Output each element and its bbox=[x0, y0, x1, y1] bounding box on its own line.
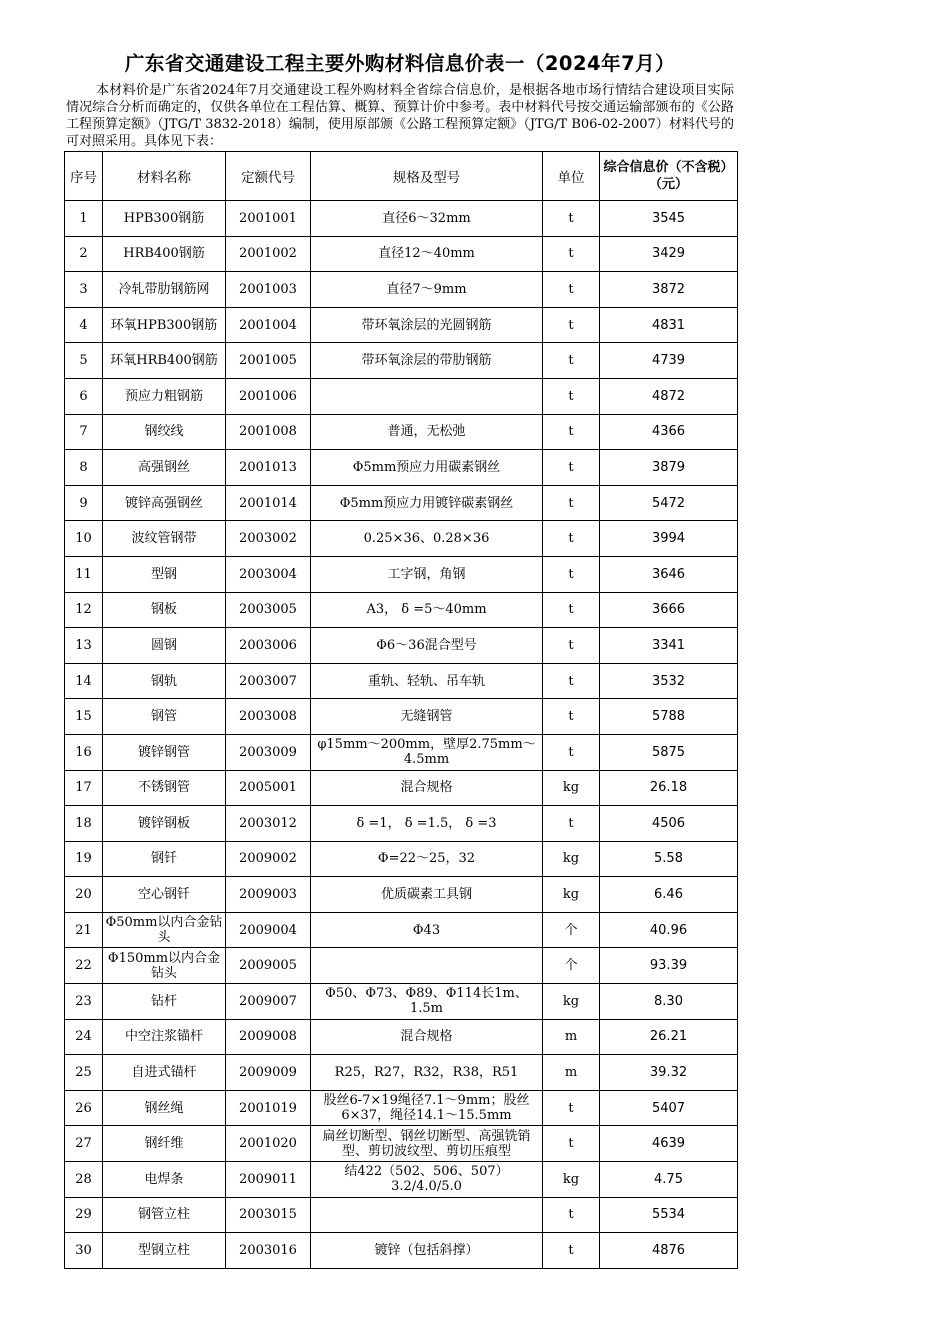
row-code: 2009005 bbox=[226, 948, 311, 984]
row-name: 钻杆 bbox=[103, 984, 226, 1020]
row-spec bbox=[311, 1197, 543, 1233]
row-code: 2001019 bbox=[226, 1090, 311, 1126]
row-no: 4 bbox=[65, 307, 103, 343]
row-name: 钢管立柱 bbox=[103, 1197, 226, 1233]
row-name: 中空注浆锚杆 bbox=[103, 1019, 226, 1055]
row-price: 4506 bbox=[600, 806, 738, 842]
row-unit: t bbox=[543, 485, 600, 521]
row-code: 2009003 bbox=[226, 877, 311, 913]
table-row bbox=[65, 450, 738, 486]
row-unit: 个 bbox=[543, 912, 600, 948]
row-no: 10 bbox=[65, 521, 103, 557]
row-spec: 混合规格 bbox=[311, 770, 543, 806]
row-unit: t bbox=[543, 556, 600, 592]
row-price: 8.30 bbox=[600, 984, 738, 1020]
row-name: 型钢立柱 bbox=[103, 1233, 226, 1269]
row-no: 7 bbox=[65, 414, 103, 450]
header-spec: 规格及型号 bbox=[311, 152, 543, 201]
header-name: 材料名称 bbox=[103, 152, 226, 201]
table-row bbox=[65, 236, 738, 272]
row-no: 26 bbox=[65, 1090, 103, 1126]
table-row bbox=[65, 201, 738, 237]
row-spec: 普通，无松弛 bbox=[311, 414, 543, 450]
row-name: 镀锌钢板 bbox=[103, 806, 226, 842]
row-name: 钢绞线 bbox=[103, 414, 226, 450]
table-row bbox=[65, 592, 738, 628]
row-code: 2003006 bbox=[226, 628, 311, 664]
row-spec: R25，R27，R32，R38，R51 bbox=[311, 1055, 543, 1091]
row-code: 2003016 bbox=[226, 1233, 311, 1269]
intro-paragraph: 本材料价是广东省2024年7月交通建设工程外购材料全省综合信息价，是根据各地市场行情结合建设项目实际情况综合分析而确定的，仅供各单位在工程估算、概算、预算计价中参考。表中材料代号按交通运输部颁布的《公路工程预算定额》（JTG/T 3832-2018）编制，使用原部颁《公路工程预算定额》（JTG/T B06-02-2007）材料代号的可对照采用。具体见下表： bbox=[66, 83, 734, 149]
row-no: 13 bbox=[65, 628, 103, 664]
table-row bbox=[65, 1090, 738, 1126]
header-price: 综合信息价（不含税）（元） bbox=[600, 152, 738, 201]
row-unit: kg bbox=[543, 770, 600, 806]
row-price: 5875 bbox=[600, 734, 738, 770]
row-unit: t bbox=[543, 272, 600, 308]
row-unit: t bbox=[543, 201, 600, 237]
row-unit: t bbox=[543, 628, 600, 664]
row-no: 8 bbox=[65, 450, 103, 486]
row-code: 2003007 bbox=[226, 663, 311, 699]
row-code: 2001008 bbox=[226, 414, 311, 450]
table-row bbox=[65, 307, 738, 343]
row-code: 2009011 bbox=[226, 1162, 311, 1198]
row-no: 23 bbox=[65, 984, 103, 1020]
row-unit: 个 bbox=[543, 948, 600, 984]
row-code: 2001020 bbox=[226, 1126, 311, 1162]
row-unit: kg bbox=[543, 877, 600, 913]
row-no: 5 bbox=[65, 343, 103, 379]
row-price: 93.39 bbox=[600, 948, 738, 984]
row-no: 3 bbox=[65, 272, 103, 308]
table-row bbox=[65, 1162, 738, 1198]
row-price: 3666 bbox=[600, 592, 738, 628]
table-row bbox=[65, 343, 738, 379]
row-name: 波纹管钢带 bbox=[103, 521, 226, 557]
table-row bbox=[65, 734, 738, 770]
row-price: 26.18 bbox=[600, 770, 738, 806]
row-code: 2001002 bbox=[226, 236, 311, 272]
row-price: 3646 bbox=[600, 556, 738, 592]
table-row bbox=[65, 272, 738, 308]
table-header-row bbox=[65, 152, 738, 201]
row-unit: m bbox=[543, 1019, 600, 1055]
table-row bbox=[65, 628, 738, 664]
row-code: 2003005 bbox=[226, 592, 311, 628]
row-unit: t bbox=[543, 450, 600, 486]
row-code: 2001003 bbox=[226, 272, 311, 308]
row-unit: t bbox=[543, 806, 600, 842]
row-price: 4831 bbox=[600, 307, 738, 343]
table-row bbox=[65, 485, 738, 521]
row-no: 24 bbox=[65, 1019, 103, 1055]
row-unit: t bbox=[543, 343, 600, 379]
price-table bbox=[64, 151, 738, 1269]
row-code: 2009002 bbox=[226, 841, 311, 877]
row-name: Φ50mm以内合金钻头 bbox=[103, 912, 226, 948]
table-row bbox=[65, 770, 738, 806]
row-spec: 带环氧涂层的带肋钢筋 bbox=[311, 343, 543, 379]
row-spec: Φ50、Φ73、Φ89、Φ114长1m、1.5m bbox=[311, 984, 543, 1020]
table-row bbox=[65, 556, 738, 592]
row-price: 3532 bbox=[600, 663, 738, 699]
row-price: 26.21 bbox=[600, 1019, 738, 1055]
row-price: 6.46 bbox=[600, 877, 738, 913]
row-no: 15 bbox=[65, 699, 103, 735]
table-row bbox=[65, 1019, 738, 1055]
row-name: HRB400钢筋 bbox=[103, 236, 226, 272]
table-row bbox=[65, 1233, 738, 1269]
row-spec: Φ5mm预应力用镀锌碳素钢丝 bbox=[311, 485, 543, 521]
row-no: 21 bbox=[65, 912, 103, 948]
row-price: 3994 bbox=[600, 521, 738, 557]
row-no: 25 bbox=[65, 1055, 103, 1091]
table-row bbox=[65, 841, 738, 877]
row-code: 2001004 bbox=[226, 307, 311, 343]
row-price: 4739 bbox=[600, 343, 738, 379]
row-name: 冷轧带肋钢筋网 bbox=[103, 272, 226, 308]
row-code: 2009007 bbox=[226, 984, 311, 1020]
row-no: 22 bbox=[65, 948, 103, 984]
row-unit: t bbox=[543, 236, 600, 272]
row-no: 20 bbox=[65, 877, 103, 913]
table-row bbox=[65, 912, 738, 948]
table-row bbox=[65, 1055, 738, 1091]
row-price: 4876 bbox=[600, 1233, 738, 1269]
row-spec: 镀锌（包括斜撑） bbox=[311, 1233, 543, 1269]
row-code: 2001013 bbox=[226, 450, 311, 486]
row-spec: 结422（502、506、507）3.2/4.0/5.0 bbox=[311, 1162, 543, 1198]
row-spec: 直径12～40mm bbox=[311, 236, 543, 272]
table-row bbox=[65, 521, 738, 557]
row-spec: φ15mm～200mm，壁厚2.75mm～4.5mm bbox=[311, 734, 543, 770]
row-unit: t bbox=[543, 521, 600, 557]
row-name: HPB300钢筋 bbox=[103, 201, 226, 237]
row-code: 2003012 bbox=[226, 806, 311, 842]
row-unit: m bbox=[543, 1055, 600, 1091]
row-price: 3879 bbox=[600, 450, 738, 486]
row-name: 自进式锚杆 bbox=[103, 1055, 226, 1091]
row-no: 27 bbox=[65, 1126, 103, 1162]
row-name: 钢纤维 bbox=[103, 1126, 226, 1162]
header-no: 序号 bbox=[65, 152, 103, 201]
row-price: 5407 bbox=[600, 1090, 738, 1126]
row-unit: t bbox=[543, 734, 600, 770]
table-row bbox=[65, 663, 738, 699]
row-code: 2003008 bbox=[226, 699, 311, 735]
row-code: 2001014 bbox=[226, 485, 311, 521]
row-name: 镀锌钢管 bbox=[103, 734, 226, 770]
row-code: 2005001 bbox=[226, 770, 311, 806]
row-no: 17 bbox=[65, 770, 103, 806]
row-spec: 直径6～32mm bbox=[311, 201, 543, 237]
row-unit: t bbox=[543, 1197, 600, 1233]
row-unit: t bbox=[543, 663, 600, 699]
row-no: 28 bbox=[65, 1162, 103, 1198]
table-row bbox=[65, 699, 738, 735]
row-spec: 重轨、轻轨、吊车轨 bbox=[311, 663, 543, 699]
table-row bbox=[65, 378, 738, 414]
row-no: 6 bbox=[65, 378, 103, 414]
table-row bbox=[65, 877, 738, 913]
row-spec: A3， δ =5～40mm bbox=[311, 592, 543, 628]
row-unit: t bbox=[543, 378, 600, 414]
row-price: 5534 bbox=[600, 1197, 738, 1233]
row-spec: 混合规格 bbox=[311, 1019, 543, 1055]
row-unit: kg bbox=[543, 841, 600, 877]
row-spec bbox=[311, 378, 543, 414]
row-name: 环氧HRB400钢筋 bbox=[103, 343, 226, 379]
table-row bbox=[65, 1197, 738, 1233]
page-title: 广东省交通建设工程主要外购材料信息价表一（2024年7月） bbox=[124, 52, 676, 75]
row-name: 型钢 bbox=[103, 556, 226, 592]
row-no: 29 bbox=[65, 1197, 103, 1233]
table-row bbox=[65, 806, 738, 842]
row-name: 预应力粗钢筋 bbox=[103, 378, 226, 414]
row-name: 钢管 bbox=[103, 699, 226, 735]
row-no: 12 bbox=[65, 592, 103, 628]
table-row bbox=[65, 984, 738, 1020]
row-name: 圆钢 bbox=[103, 628, 226, 664]
row-no: 1 bbox=[65, 201, 103, 237]
row-unit: t bbox=[543, 307, 600, 343]
row-unit: t bbox=[543, 592, 600, 628]
row-price: 5.58 bbox=[600, 841, 738, 877]
row-price: 40.96 bbox=[600, 912, 738, 948]
row-spec: Φ5mm预应力用碳素钢丝 bbox=[311, 450, 543, 486]
row-price: 3429 bbox=[600, 236, 738, 272]
row-spec: 带环氧涂层的光圆钢筋 bbox=[311, 307, 543, 343]
row-no: 30 bbox=[65, 1233, 103, 1269]
row-code: 2003015 bbox=[226, 1197, 311, 1233]
row-code: 2001001 bbox=[226, 201, 311, 237]
row-name: 高强钢丝 bbox=[103, 450, 226, 486]
row-price: 4872 bbox=[600, 378, 738, 414]
row-unit: t bbox=[543, 1090, 600, 1126]
row-name: 电焊条 bbox=[103, 1162, 226, 1198]
row-price: 4639 bbox=[600, 1126, 738, 1162]
row-code: 2003004 bbox=[226, 556, 311, 592]
row-name: 镀锌高强钢丝 bbox=[103, 485, 226, 521]
row-price: 3341 bbox=[600, 628, 738, 664]
row-code: 2003009 bbox=[226, 734, 311, 770]
row-price: 39.32 bbox=[600, 1055, 738, 1091]
row-price: 4.75 bbox=[600, 1162, 738, 1198]
row-unit: kg bbox=[543, 984, 600, 1020]
row-name: 钢板 bbox=[103, 592, 226, 628]
row-spec: 股丝6-7×19绳径7.1～9mm；股丝6×37，绳径14.1～15.5mm bbox=[311, 1090, 543, 1126]
row-spec: 工字钢，角钢 bbox=[311, 556, 543, 592]
row-no: 16 bbox=[65, 734, 103, 770]
row-price: 3872 bbox=[600, 272, 738, 308]
row-unit: kg bbox=[543, 1162, 600, 1198]
row-code: 2001005 bbox=[226, 343, 311, 379]
table-row bbox=[65, 1126, 738, 1162]
table-row bbox=[65, 414, 738, 450]
row-unit: t bbox=[543, 1126, 600, 1162]
row-no: 19 bbox=[65, 841, 103, 877]
row-price: 3545 bbox=[600, 201, 738, 237]
row-spec: δ =1， δ =1.5， δ =3 bbox=[311, 806, 543, 842]
row-no: 14 bbox=[65, 663, 103, 699]
row-name: 钢丝绳 bbox=[103, 1090, 226, 1126]
row-no: 18 bbox=[65, 806, 103, 842]
row-code: 2009004 bbox=[226, 912, 311, 948]
row-spec: 扁丝切断型、钢丝切断型、高强铣销型、剪切波纹型、剪切压痕型 bbox=[311, 1126, 543, 1162]
row-price: 5472 bbox=[600, 485, 738, 521]
row-no: 11 bbox=[65, 556, 103, 592]
row-name: 环氧HPB300钢筋 bbox=[103, 307, 226, 343]
row-name: 钢钎 bbox=[103, 841, 226, 877]
row-name: Φ150mm以内合金钻头 bbox=[103, 948, 226, 984]
row-name: 空心钢钎 bbox=[103, 877, 226, 913]
row-no: 2 bbox=[65, 236, 103, 272]
row-name: 钢轨 bbox=[103, 663, 226, 699]
row-code: 2009008 bbox=[226, 1019, 311, 1055]
row-spec: Φ6～36混合型号 bbox=[311, 628, 543, 664]
header-unit: 单位 bbox=[543, 152, 600, 201]
row-spec: 优质碳素工具钢 bbox=[311, 877, 543, 913]
header-code: 定额代号 bbox=[226, 152, 311, 201]
row-code: 2003002 bbox=[226, 521, 311, 557]
row-price: 4366 bbox=[600, 414, 738, 450]
table-row bbox=[65, 948, 738, 984]
row-spec bbox=[311, 948, 543, 984]
row-no: 9 bbox=[65, 485, 103, 521]
row-unit: t bbox=[543, 699, 600, 735]
row-price: 5788 bbox=[600, 699, 738, 735]
row-spec: 无缝钢管 bbox=[311, 699, 543, 735]
row-name: 不锈钢管 bbox=[103, 770, 226, 806]
row-code: 2009009 bbox=[226, 1055, 311, 1091]
row-spec: 直径7～9mm bbox=[311, 272, 543, 308]
row-unit: t bbox=[543, 414, 600, 450]
row-code: 2001006 bbox=[226, 378, 311, 414]
row-spec: Φ43 bbox=[311, 912, 543, 948]
row-unit: t bbox=[543, 1233, 600, 1269]
row-spec: Φ=22～25，32 bbox=[311, 841, 543, 877]
row-spec: 0.25×36、0.28×36 bbox=[311, 521, 543, 557]
